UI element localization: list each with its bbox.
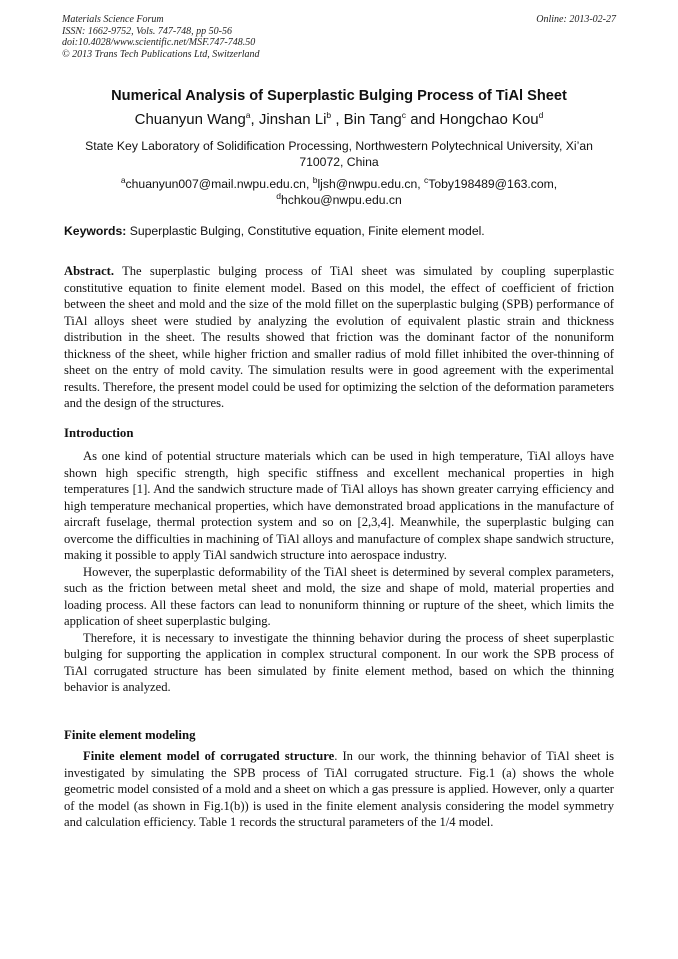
email-address[interactable]: Toby198489@163.com, [428, 177, 558, 191]
copyright-line: © 2013 Trans Tech Publications Ltd, Switzerland [62, 48, 260, 60]
paragraph: As one kind of potential structure materials which can be used in high temperature, TiAl alloys have shown high specific strength, high specific stiffness and excellent mechanical properties in high temperatures [1]. And the sandwich structure made of TiAl alloys has shown greater carrying efficiency and high temperature mechanical properties, which have demonstrated broad applications in the manufacture of aircraft fuselage, thermal protection system and so on [2,3,4]. Meanwhile, the superplastic bulging can overcome the difficulties in machining of TiAl alloys and manufacture of complex shape sandwich structure, making it possible to apply TiAl sandwich structure into aerospace industry. [64, 449, 614, 562]
email-address[interactable]: ljsh@nwpu.edu.cn, [317, 177, 425, 191]
author-name: Jinshan Li [258, 111, 327, 128]
email-mark: a [120, 174, 126, 185]
subsection-lead: Finite element model of corrugated structure [83, 749, 335, 763]
email-address[interactable]: chuanyun007@mail.nwpu.edu.cn, [125, 177, 313, 191]
author-separator: , [331, 111, 344, 128]
fem-body [64, 748, 614, 831]
author-affil-mark: d [538, 110, 544, 120]
doi-line[interactable]: doi:10.4028/www.scientific.net/MSF.747-748.50 [62, 37, 256, 48]
author-name: Chuanyun Wang [134, 111, 246, 128]
abstract [64, 263, 614, 412]
introduction-heading: Introduction [64, 426, 134, 440]
paragraph: However, the superplastic deformability of the TiAl sheet is determined by several complex parameters, such as the friction between metal sheet and mold, the size and shape of mold, material properties and loading process. All these factors can lead to nonuniform thinning or rupture of the sheet, which limits the application of sheet superplastic bulging. [64, 564, 614, 628]
email-mark: c [424, 174, 429, 185]
email-address[interactable]: hchkou@nwpu.edu.cn [280, 193, 402, 207]
paragraph [64, 748, 614, 831]
keywords-label: Keywords: [64, 224, 127, 238]
abstract-label: Abstract. [64, 264, 115, 278]
journal-name: Materials Science Forum [62, 14, 164, 25]
online-date: Online: 2013-02-27 [536, 14, 616, 25]
paragraph-text: . In our work, the thinning behavior of TiAl sheet is investigated by simulating the SPB process of TiAl corrugated structure. Fig.1 (a) shows the whole geometric model consisted of a mold and a sheet on which a gas pressure is applied. However, only a quarter of the model (as shown in Fig.1(b)) is used in the finite element analysis considering the model symmetry and calculation efficiency. Table 1 records the structural parameters of the 1/4 model. [64, 749, 614, 829]
author-emails [70, 176, 608, 208]
email-mark: d [276, 190, 281, 201]
author-name: Bin Tang [343, 111, 402, 128]
author-separator: , [250, 111, 259, 128]
author-affil-mark: c [401, 110, 407, 120]
keywords-text: Superplastic Bulging, Constitutive equation, Finite element model. [126, 224, 485, 238]
paragraph: Therefore, it is necessary to investigate the thinning behavior during the process of sheet superplastic bulging for supporting the application in complex structural component. In our work the SPB process of TiAl corrugated structure has been simulated by finite element method, based on which the thinning behavior is analyzed. [64, 630, 614, 694]
fem-heading: Finite element modeling [64, 728, 196, 742]
keywords [64, 224, 618, 238]
email-mark: b [312, 174, 318, 185]
abstract-text: The superplastic bulging process of TiAl sheet was simulated by coupling superplastic constitutive equation to finite element model. Based on this model, the effect of coefficient of friction between the sheet and mold and the size of the mold fillet on the superplastic bulging (SPB) performance of TiAl alloys sheet were studied by analyzing the evolution of equivalent plastic strain and thickness distribution in the sheet. The results showed that friction was the dominant factor of the nonuniform thickness of the sheet, while higher friction and smaller radius of mold fillet inhibited the over-thinning of sheet on the entry of mold cavity. The simulation results were in good agreement with the experimental results. Therefore, the present model could be used for optimizing the selction of the deformation parameters and the design of the structures. [64, 264, 614, 410]
author-affil-mark: a [245, 110, 251, 120]
affiliation: State Key Laboratory of Solidification Processing, Northwestern Polytechnical University, Xi’an 710072, China [85, 139, 593, 169]
issn-line: ISSN: 1662-9752, Vols. 747-748, pp 50-56 [62, 25, 232, 37]
author-separator: and [406, 111, 440, 128]
author-name: Hongchao Kou [439, 111, 539, 128]
publication-info [62, 14, 442, 60]
author-affil-mark: b [326, 110, 332, 120]
author-list [40, 111, 638, 128]
introduction-body [64, 448, 614, 696]
paper-title: Numerical Analysis of Superplastic Bulging Process of TiAl Sheet [111, 88, 567, 104]
